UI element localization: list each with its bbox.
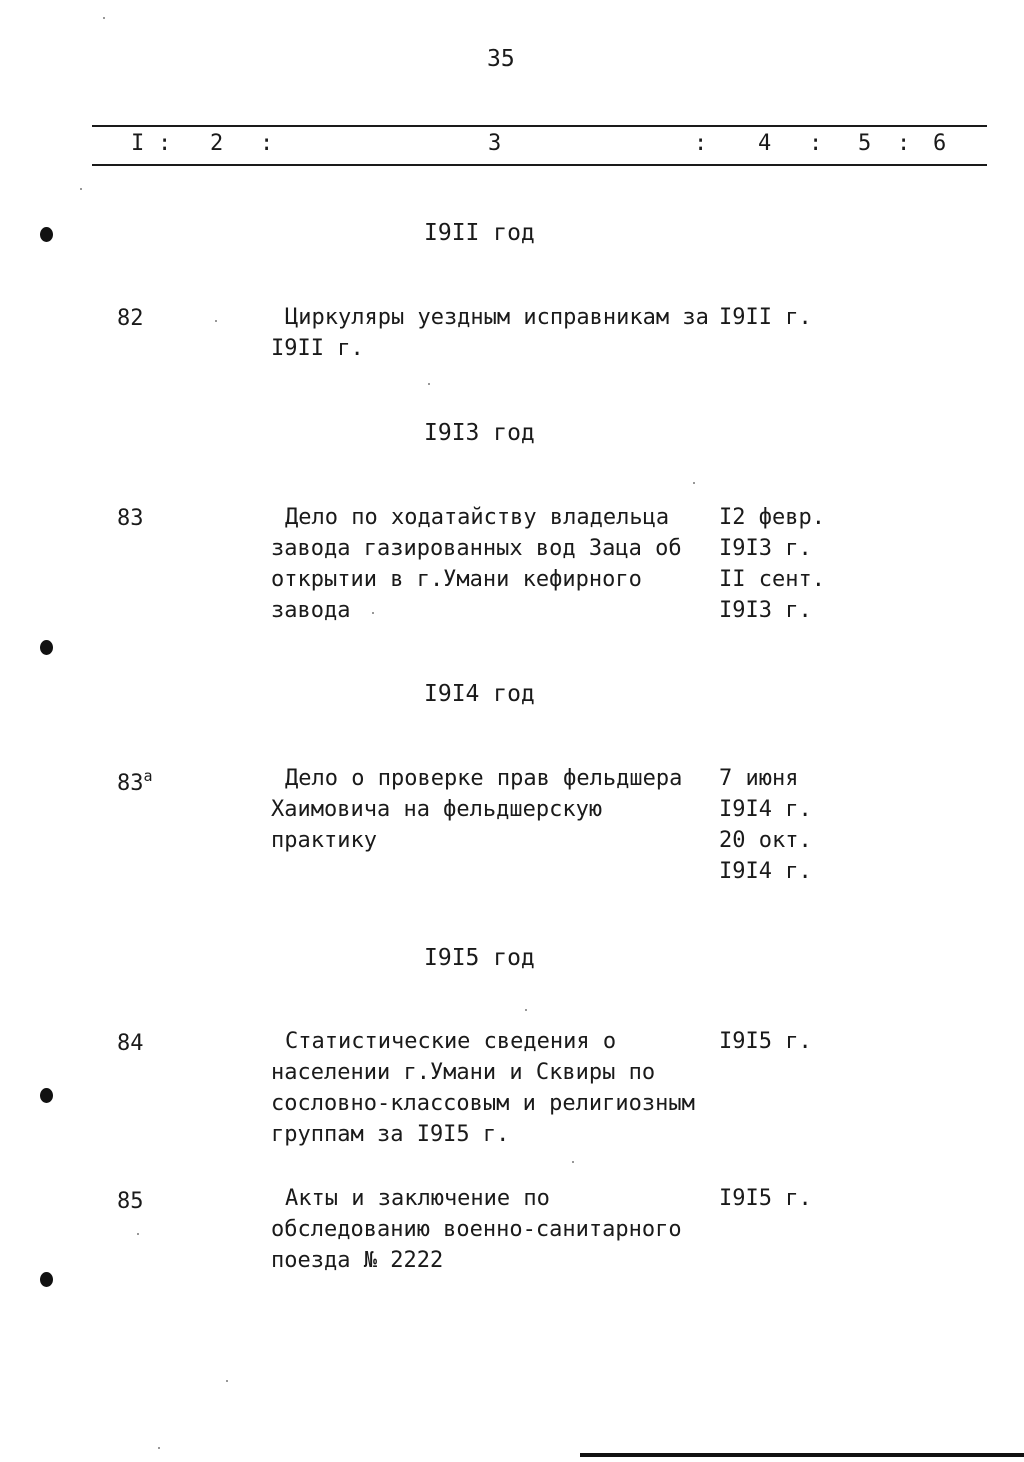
column-header-1: I xyxy=(131,131,145,156)
entry-number: 85 xyxy=(117,1189,144,1214)
entry-dates xyxy=(719,1183,812,1214)
column-header-6: 6 xyxy=(933,131,947,156)
binder-hole xyxy=(40,1272,53,1287)
column-separator: : xyxy=(897,131,911,156)
year-heading: I9I4 год xyxy=(424,681,535,707)
entry-number: 83 xyxy=(117,506,144,531)
scan-speck xyxy=(525,1009,527,1011)
year-heading: I9II год xyxy=(424,220,535,246)
page-number: 35 xyxy=(487,46,515,72)
scan-speck xyxy=(80,188,82,190)
entry-date: 20 окт. xyxy=(719,828,812,853)
entry-number: 82 xyxy=(117,306,144,331)
entry-date: 7 июня xyxy=(719,766,799,791)
entry-date: I9I3 г. xyxy=(719,536,812,561)
scan-speck xyxy=(215,320,217,322)
scan-speck xyxy=(693,482,695,484)
entry-date: I9I5 г. xyxy=(719,1029,812,1054)
entry-date: I2 февр. xyxy=(719,505,825,530)
year-heading: I9I3 год xyxy=(424,420,535,446)
entry-dates xyxy=(719,502,825,626)
entry-date: I9I4 г. xyxy=(719,859,812,884)
column-separator: : xyxy=(158,131,172,156)
entry-date: I9I3 г. xyxy=(719,598,812,623)
entry-date: II сент. xyxy=(719,567,825,592)
header-bottom-rule xyxy=(92,164,987,166)
entry-number-main: 83 xyxy=(117,771,144,796)
scan-speck xyxy=(103,17,105,19)
entry-date: I9II г. xyxy=(719,305,812,330)
entry-description: Дело по ходатайству владельца завода газированных вод Заца об открытии в г.Умани кефирного завода xyxy=(271,505,682,623)
scan-speck xyxy=(158,1447,160,1449)
column-separator: : xyxy=(809,131,823,156)
entry-number: 84 xyxy=(117,1031,144,1056)
column-header-3: 3 xyxy=(488,131,502,156)
entry-description: Акты и заключение по обследованию военно-санитарного поезда № 2222 xyxy=(271,1186,682,1273)
entry-date: I9I5 г. xyxy=(719,1186,812,1211)
binder-hole xyxy=(40,227,53,242)
scan-speck xyxy=(572,1161,574,1163)
binder-hole xyxy=(40,1088,53,1103)
entry-number xyxy=(117,767,153,796)
scan-speck xyxy=(137,1233,139,1235)
scan-speck xyxy=(428,383,430,385)
scan-edge-line xyxy=(580,1453,1024,1457)
entry-dates xyxy=(719,1026,812,1057)
column-separator: : xyxy=(694,131,708,156)
column-separator: : xyxy=(260,131,274,156)
scan-speck xyxy=(372,612,374,614)
entry-dates xyxy=(719,763,812,887)
entry-description: Статистические сведения о населении г.Умани и Сквиры по сословно-классовым и религиозным группам за I9I5 г. xyxy=(271,1029,695,1147)
entry-dates xyxy=(719,302,812,333)
column-header-5: 5 xyxy=(858,131,872,156)
column-header-2: 2 xyxy=(210,131,224,156)
binder-hole xyxy=(40,640,53,655)
column-header-4: 4 xyxy=(758,131,772,156)
header-top-rule xyxy=(92,125,987,127)
entry-description: Циркуляры уездным исправникам за I9II г. xyxy=(271,305,709,361)
entry-date: I9I4 г. xyxy=(719,797,812,822)
entry-number-suffix: а xyxy=(143,767,153,785)
scan-speck xyxy=(226,1380,228,1382)
year-heading: I9I5 год xyxy=(424,945,535,971)
entry-description: Дело о проверке прав фельдшера Хаимовича на фельдшерскую практику xyxy=(271,766,683,853)
